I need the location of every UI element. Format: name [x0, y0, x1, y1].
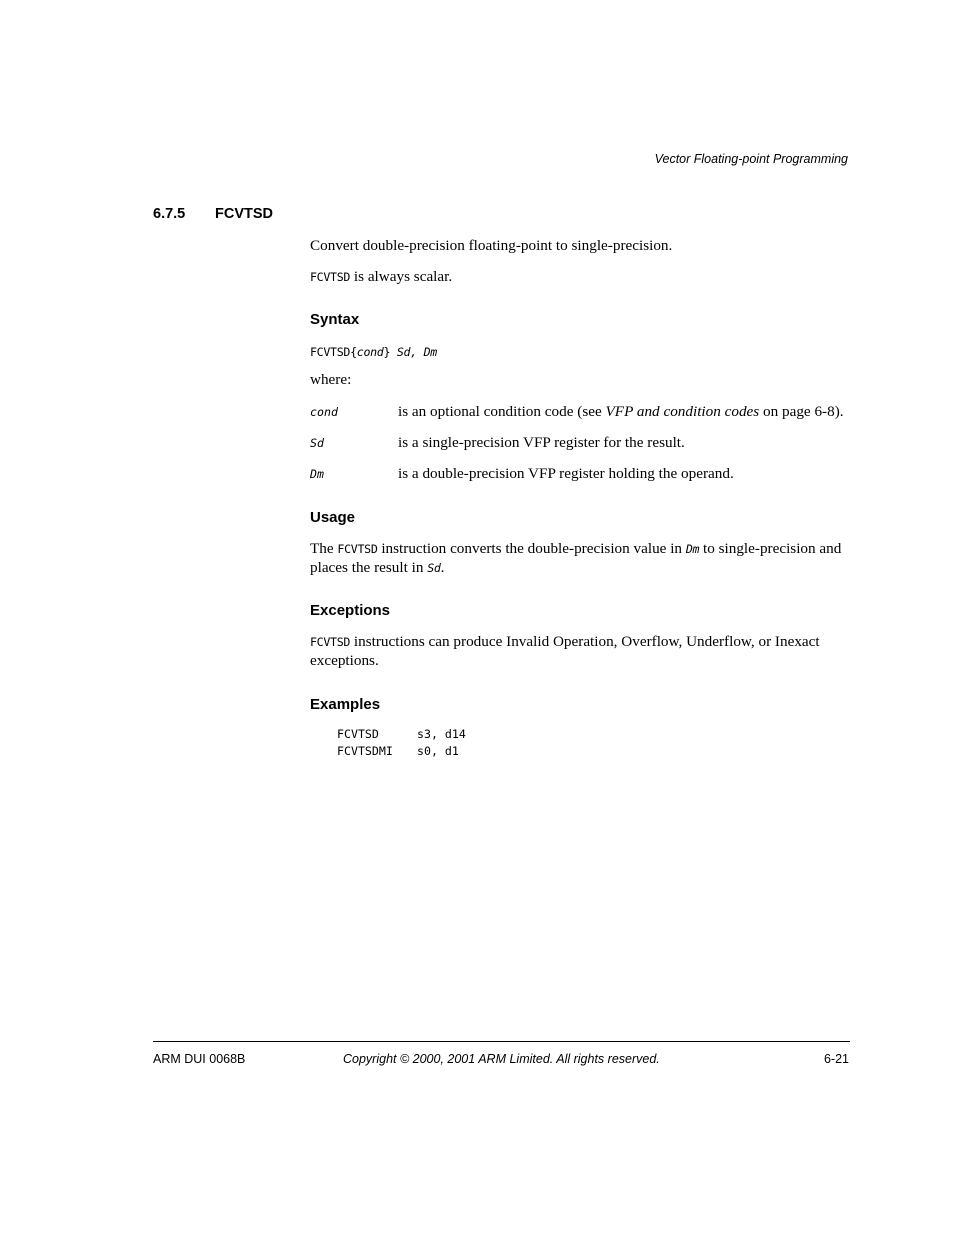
definition-desc [398, 403, 844, 421]
exceptions-code: FCVTSD [310, 635, 351, 649]
definition-row [310, 403, 855, 423]
usage-text: . [440, 558, 445, 576]
exceptions-heading: Exceptions [310, 602, 391, 619]
syntax-operands: Sd, Dm [396, 345, 437, 359]
footer-doc-id: ARM DUI 0068B [153, 1052, 246, 1066]
usage-paragraph [310, 540, 855, 577]
usage-code: Sd [427, 560, 441, 575]
exceptions-paragraph [310, 633, 855, 670]
scalar-note [310, 268, 855, 287]
intro-description: Convert double-precision floating-point to single-precision. [310, 237, 673, 254]
usage-text: The [310, 540, 338, 557]
definition-row [310, 434, 855, 454]
usage-text: instruction converts the double-precision value in [377, 540, 686, 557]
running-header: Vector Floating-point Programming [654, 152, 848, 166]
footer-copyright: Copyright © 2000, 2001 ARM Limited. All rights reserved. [343, 1052, 660, 1066]
syntax-mnemonic: FCVTSD{ [310, 345, 357, 359]
exceptions-text: instructions can produce Invalid Operation, Overflow, Underflow, or Inexact exceptions. [310, 633, 820, 669]
definition-desc: is a single-precision VFP register for the result. [398, 434, 685, 451]
example-opcode: FCVTSDMI [337, 744, 393, 758]
definition-desc-before: is an optional condition code (see [398, 403, 606, 420]
code-example-line [337, 727, 466, 741]
where-label: where: [310, 371, 352, 388]
section-name: FCVTSD [215, 206, 273, 222]
section-title [153, 206, 273, 222]
syntax-cond: cond [356, 345, 384, 359]
footer-page-number: 6-21 [823, 1052, 849, 1066]
definition-term: Dm [310, 467, 324, 481]
definition-desc-after: on page 6-8). [759, 403, 844, 420]
definition-desc: is a double-precision VFP register holding the operand. [398, 465, 734, 482]
usage-heading: Usage [310, 509, 356, 526]
scalar-text: is always scalar. [350, 268, 453, 285]
usage-code: Dm [685, 542, 700, 556]
footer-rule [153, 1041, 850, 1042]
definition-term: Sd [310, 436, 324, 450]
definition-row [310, 465, 855, 485]
definition-term: cond [310, 405, 338, 419]
code-example-line [337, 744, 459, 758]
syntax-close: } [383, 345, 397, 359]
syntax-heading: Syntax [310, 311, 360, 328]
examples-heading: Examples [310, 696, 381, 713]
example-operands: s0, d1 [417, 744, 459, 758]
section-number: 6.7.5 [153, 206, 186, 222]
example-opcode: FCVTSD [337, 727, 379, 741]
syntax-line [310, 343, 855, 362]
usage-text: to single-precision and places the result in [310, 540, 842, 576]
usage-code: FCVTSD [337, 542, 378, 556]
cross-reference-link[interactable]: VFP and condition codes [605, 403, 760, 420]
example-operands: s3, d14 [417, 727, 466, 741]
scalar-code: FCVTSD [310, 270, 351, 284]
